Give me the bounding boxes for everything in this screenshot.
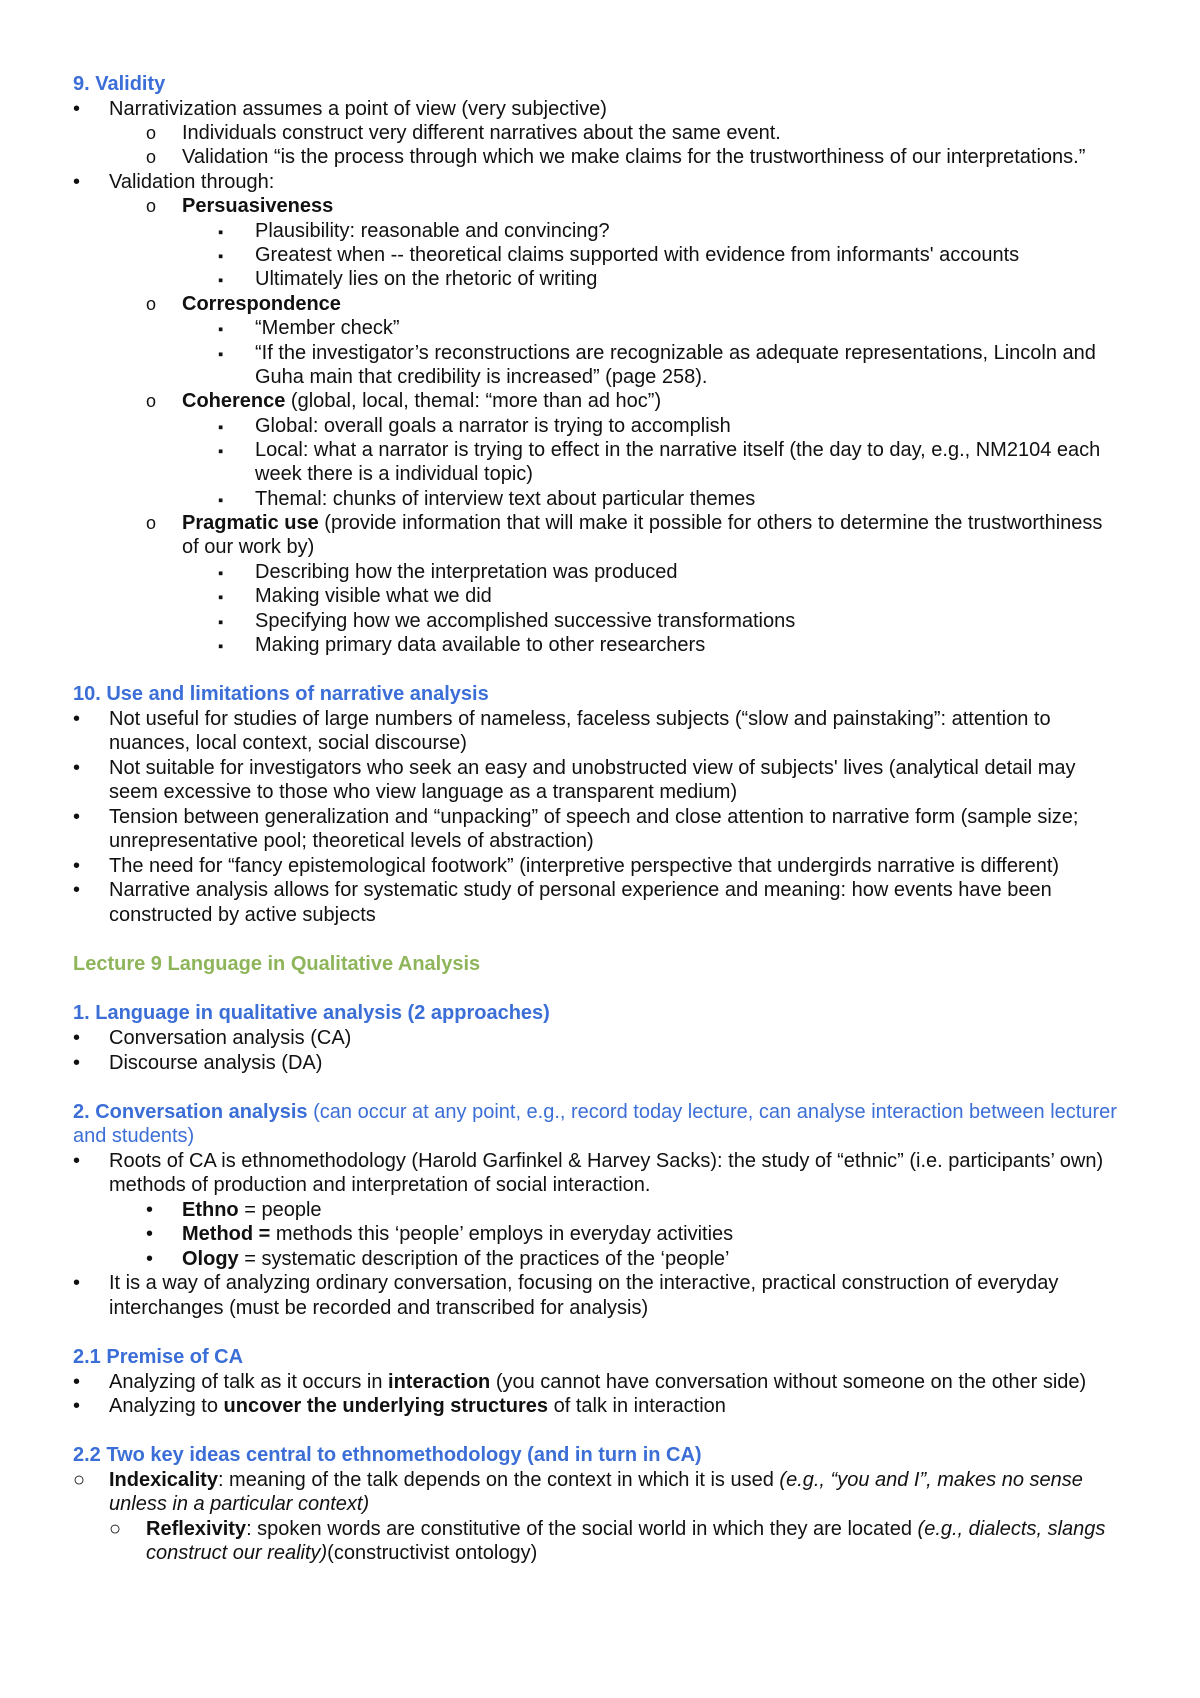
list-item: Validation through: (109, 171, 275, 193)
bullet-dot (73, 1051, 80, 1076)
section-2-heading: 2. Conversation analysis (can occur at any point, e.g., record today lecture, can analyse interaction between lecturer (73, 1101, 1117, 1123)
bullet-square (218, 414, 223, 441)
list-item: Conversation analysis (CA) (109, 1027, 352, 1049)
list-item: “Member check” (255, 317, 400, 339)
list-item: Plausibility: reasonable and convincing? (255, 220, 610, 242)
bullet-square (218, 487, 223, 514)
list-item: The need for “fancy epistemological footwork” (interpretive perspective that undergirds narrative is different) (109, 855, 1060, 877)
bullet-circle (146, 511, 156, 536)
section-2-1-heading: 2.1 Premise of CA (73, 1346, 244, 1368)
bullet-dot (146, 1222, 153, 1247)
list-item: “If the investigator’s reconstructions are recognizable as adequate representations, Lincoln and (255, 342, 1096, 364)
bullet-circle (146, 121, 156, 146)
bullet-square (218, 219, 223, 246)
list-item: Method = methods this ‘people’ employs in everyday activities (182, 1223, 734, 1245)
list-item-continuation: unless in a particular context) (109, 1493, 370, 1515)
bullet-square (218, 560, 223, 587)
list-item: Pragmatic use (provide information that will make it possible for others to determine the trustworthiness (182, 512, 1103, 534)
section-2-heading-continuation: and students) (73, 1125, 195, 1147)
list-item: It is a way of analyzing ordinary conversation, focusing on the interactive, practical construction of everyday (109, 1272, 1059, 1294)
lecture-title: Lecture 9 Language in Qualitative Analysis (73, 953, 481, 975)
list-item: Making visible what we did (255, 585, 492, 607)
list-item-continuation: seem excessive to those who view language as a transparent medium) (109, 781, 738, 803)
section-2-2-heading: 2.2 Two key ideas central to ethnomethodology (and in turn in CA) (73, 1444, 702, 1466)
bullet-circle (146, 389, 156, 414)
list-item-continuation: construct our reality)(constructivist ontology) (146, 1542, 538, 1564)
list-item-continuation: unrepresentative pool; theoretical levels of abstraction) (109, 830, 594, 852)
list-item-continuation: constructed by active subjects (109, 904, 376, 926)
list-item-continuation: Guha main that credibility is increased” (page 258). (255, 366, 708, 388)
list-item: Narrativization assumes a point of view (very subjective) (109, 98, 607, 120)
list-item: Discourse analysis (DA) (109, 1052, 323, 1074)
list-item: Tension between generalization and “unpacking” of speech and close attention to narrative form (sample size; (109, 806, 1079, 828)
list-item: Making primary data available to other researchers (255, 634, 706, 656)
bullet-open-circle (73, 1468, 85, 1493)
list-item: Ology = systematic description of the practices of the ‘people’ (182, 1248, 730, 1270)
bullet-dot (73, 97, 80, 122)
bullet-circle (146, 194, 156, 219)
bullet-dot (73, 1394, 80, 1419)
bullet-dot (73, 1271, 80, 1296)
bullet-dot (73, 1149, 80, 1174)
bullet-dot (73, 805, 80, 830)
bullet-circle (146, 292, 156, 317)
list-item-continuation: nuances, local context, social discourse) (109, 732, 467, 754)
bullet-square (218, 633, 223, 660)
bullet-square (218, 341, 223, 368)
list-item: Persuasiveness (182, 195, 334, 217)
bullet-dot (73, 854, 80, 879)
bullet-circle (146, 145, 156, 170)
list-item: Narrative analysis allows for systematic study of personal experience and meaning: how events have been (109, 879, 1052, 901)
bullet-open-circle (109, 1517, 121, 1542)
bullet-square (218, 243, 223, 270)
list-item: Validation “is the process through which we make claims for the trustworthiness of our interpretations.” (182, 146, 1086, 168)
list-item: Global: overall goals a narrator is trying to accomplish (255, 415, 731, 437)
bullet-dot (146, 1247, 153, 1272)
bullet-dot (73, 170, 80, 195)
list-item: Roots of CA is ethnomethodology (Harold Garfinkel & Harvey Sacks): the study of “ethnic” (i.e. participants’ own) (109, 1150, 1104, 1172)
list-item: Indexicality: meaning of the talk depends on the context in which it is used (e.g., “you and I”, makes no sense (109, 1469, 1083, 1491)
list-item: Coherence (global, local, themal: “more than ad hoc”) (182, 390, 662, 412)
bullet-dot (73, 1370, 80, 1395)
list-item-continuation: week there is a individual topic) (255, 463, 533, 485)
bullet-square (218, 438, 223, 465)
bullet-dot (146, 1198, 153, 1223)
list-item: Specifying how we accomplished successive transformations (255, 610, 796, 632)
list-item-continuation: interchanges (must be recorded and transcribed for analysis) (109, 1297, 649, 1319)
list-item: Local: what a narrator is trying to effect in the narrative itself (the day to day, e.g., NM2104 each (255, 439, 1101, 461)
bullet-square (218, 609, 223, 636)
bullet-dot (73, 756, 80, 781)
bullet-square (218, 316, 223, 343)
list-item: Ethno = people (182, 1199, 322, 1221)
bullet-square (218, 584, 223, 611)
list-item: Not useful for studies of large numbers of nameless, faceless subjects (“slow and painstaking”: attention to (109, 708, 1051, 730)
list-item: Analyzing to uncover the underlying structures of talk in interaction (109, 1395, 726, 1417)
list-item-continuation: of our work by) (182, 536, 315, 558)
list-item: Describing how the interpretation was produced (255, 561, 678, 583)
list-item: Not suitable for investigators who seek an easy and unobstructed view of subjects' lives (analytical detail may (109, 757, 1076, 779)
list-item: Reflexivity: spoken words are constitutive of the social world in which they are located (e.g., dialects, slangs (146, 1518, 1106, 1540)
section-1-heading: 1. Language in qualitative analysis (2 approaches) (73, 1002, 550, 1024)
list-item: Correspondence (182, 293, 341, 315)
list-item-continuation: methods of production and interpretation of social interaction. (109, 1174, 651, 1196)
bullet-dot (73, 707, 80, 732)
bullet-dot (73, 1026, 80, 1051)
section-9-heading: 9. Validity (73, 73, 166, 95)
bullet-dot (73, 878, 80, 903)
list-item: Ultimately lies on the rhetoric of writing (255, 268, 598, 290)
section-10-heading: 10. Use and limitations of narrative analysis (73, 683, 489, 705)
bullet-square (218, 267, 223, 294)
list-item: Themal: chunks of interview text about particular themes (255, 488, 756, 510)
list-item: Individuals construct very different narratives about the same event. (182, 122, 781, 144)
list-item: Analyzing of talk as it occurs in interaction (you cannot have conversation without someone on the other side) (109, 1371, 1087, 1393)
list-item: Greatest when -- theoretical claims supported with evidence from informants' accounts (255, 244, 1020, 266)
